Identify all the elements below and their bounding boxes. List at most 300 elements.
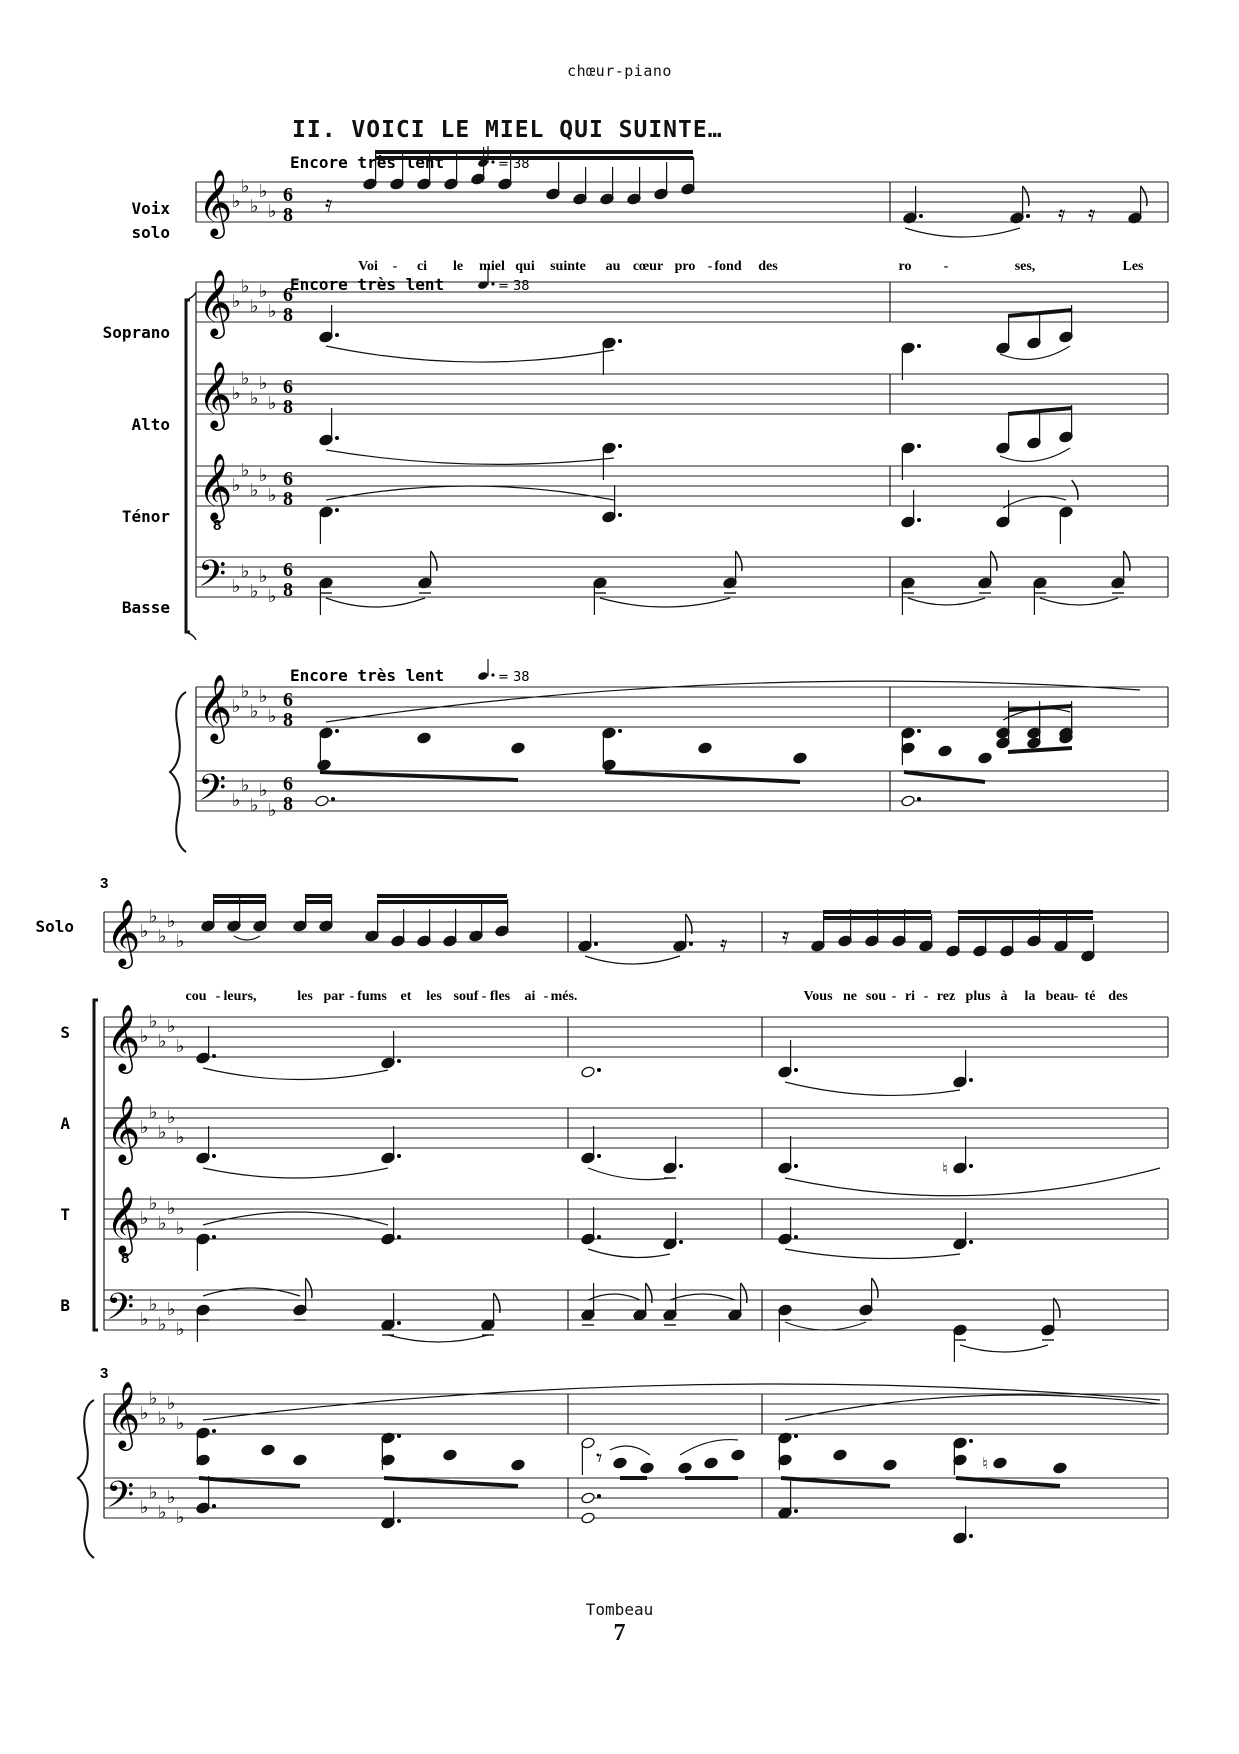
note: [319, 894, 334, 932]
notehead: [511, 1459, 526, 1472]
beam: [956, 1478, 1060, 1486]
notehead: [698, 742, 713, 755]
note: [253, 894, 268, 932]
lyric-syllable: fles: [489, 989, 511, 1004]
slur: [326, 450, 614, 464]
lyric-syllable: cœur: [632, 259, 664, 274]
bass-clef-icon: 𝄢: [198, 767, 227, 818]
flat-icon: ♭: [149, 906, 158, 927]
note: [901, 577, 916, 615]
dot: [679, 1164, 683, 1168]
treble-clef-icon: 𝄞: [198, 360, 233, 428]
note: [319, 577, 334, 615]
note: [581, 1512, 596, 1525]
slur: [1000, 346, 1070, 359]
flat-icon: ♭: [232, 576, 241, 597]
note: [573, 167, 588, 205]
note: [663, 1212, 683, 1250]
dot: [969, 1240, 973, 1244]
flat-icon: ♭: [140, 1208, 149, 1229]
slur: [610, 1446, 650, 1455]
instrument-label: S: [60, 1023, 70, 1042]
notehead: [581, 1066, 596, 1079]
notehead: [1053, 1462, 1068, 1475]
page-footer: Tombeau: [585, 1600, 654, 1619]
notehead: [417, 732, 432, 745]
slur: [203, 1068, 388, 1080]
note: [293, 1278, 312, 1320]
natural-icon: ♮: [942, 1159, 948, 1178]
dot: [331, 797, 335, 801]
flat-icon: ♭: [167, 1487, 176, 1508]
note: [581, 1066, 601, 1079]
note: [1053, 1462, 1068, 1475]
note: [1059, 480, 1078, 544]
note: [261, 1444, 276, 1457]
flat-icon: ♭: [176, 1413, 185, 1434]
slur: [588, 1249, 670, 1258]
treble-clef-icon: 𝄞: [198, 673, 233, 741]
dot: [969, 1078, 973, 1082]
note: [293, 894, 308, 932]
tie: [585, 956, 680, 964]
note: [978, 752, 993, 765]
dot: [397, 1059, 401, 1063]
dot: [335, 729, 339, 733]
dot: [212, 1504, 216, 1508]
slur: [326, 346, 614, 362]
dot: [597, 1494, 601, 1498]
time-signature-top: 6: [283, 773, 293, 795]
dot: [397, 1434, 401, 1438]
dot: [335, 508, 339, 512]
time-signature-bottom: 8: [283, 304, 293, 326]
notehead: [581, 1512, 596, 1525]
slur: [785, 1322, 866, 1330]
note: [993, 1457, 1008, 1470]
flat-icon: ♭: [250, 480, 259, 501]
choir-bracket: [186, 300, 190, 632]
note: [227, 894, 242, 932]
dot: [335, 436, 339, 440]
slur: [1000, 448, 1070, 461]
staff: [104, 1108, 1168, 1148]
piece-title: II. VOICI LE MIEL QUI SUINTE…: [292, 117, 723, 143]
staff: [196, 557, 1168, 597]
notehead: [315, 795, 330, 808]
lyric-syllable: -: [1073, 989, 1079, 1004]
treble-clef-icon: 𝄞: [198, 452, 233, 520]
dot: [919, 214, 923, 218]
metronome-value: = 38: [498, 157, 530, 172]
flat-icon: ♭: [250, 196, 259, 217]
note: [953, 1324, 968, 1362]
note: [865, 909, 880, 947]
flag: [686, 914, 692, 934]
flag: [1054, 1298, 1060, 1318]
flat-icon: ♭: [158, 1213, 167, 1234]
lyric-syllable: -: [349, 989, 355, 1004]
flat-icon: ♭: [176, 1507, 185, 1528]
lyric-syllable: miel: [479, 259, 505, 274]
sixteenth-rest-icon: 𝄿: [1088, 200, 1096, 228]
note: [793, 752, 808, 765]
flat-icon: ♭: [259, 686, 268, 707]
slur: [600, 598, 730, 607]
note: [593, 577, 608, 615]
note: [602, 485, 622, 523]
note: [1059, 706, 1074, 744]
note: [938, 745, 953, 758]
lyric-syllable: -: [707, 259, 713, 274]
sixteenth-rest-icon: 𝄿: [325, 190, 333, 218]
page-header: chœur-piano: [567, 62, 672, 80]
dot: [794, 1068, 798, 1072]
lyric-syllable: pro: [674, 259, 696, 274]
flat-icon: ♭: [250, 296, 259, 317]
dot: [618, 339, 622, 343]
notehead: [731, 1449, 746, 1462]
lyric-syllable: ri: [904, 989, 916, 1004]
slur: [960, 1345, 1048, 1352]
dot: [794, 1235, 798, 1239]
beam: [199, 1478, 300, 1486]
note: [953, 1136, 973, 1174]
note: [1033, 577, 1048, 615]
slur: [1040, 598, 1118, 605]
lyric-syllable: Vous: [803, 989, 833, 1004]
note: [602, 442, 622, 480]
lyric-syllable: plus: [965, 989, 991, 1004]
flat-icon: ♭: [140, 1497, 149, 1518]
lyric-syllable: cou: [185, 989, 207, 1004]
note: [833, 1449, 848, 1462]
metronome-dot: [491, 673, 494, 676]
lyric-syllable: leurs,: [223, 989, 257, 1004]
flat-icon: ♭: [268, 800, 277, 821]
instrument-label: A: [60, 1114, 70, 1133]
note: [663, 1136, 683, 1178]
instrument-label: Solo: [35, 917, 74, 936]
flat-icon: ♭: [149, 1388, 158, 1409]
dot: [689, 942, 693, 946]
flat-icon: ♭: [149, 1193, 158, 1214]
instrument-label: B: [60, 1296, 70, 1315]
metronome-dot: [491, 282, 494, 285]
note: [627, 167, 642, 205]
metronome-note-icon: [477, 671, 489, 681]
staff: [104, 1290, 1168, 1330]
flat-icon: ♭: [140, 1026, 149, 1047]
note: [838, 909, 853, 947]
flat-icon: ♭: [241, 368, 250, 389]
notehead: [613, 1457, 628, 1470]
flat-icon: ♭: [259, 281, 268, 302]
time-signature-bottom: 8: [283, 793, 293, 815]
notehead: [704, 1457, 719, 1470]
dot: [618, 729, 622, 733]
dot: [397, 1235, 401, 1239]
note: [365, 904, 380, 942]
piano-staff: [104, 1394, 1168, 1434]
note: [778, 1304, 793, 1342]
flat-icon: ♭: [176, 931, 185, 952]
instrument-label: Soprano: [102, 323, 170, 342]
notehead: [443, 1449, 458, 1462]
note: [581, 1283, 596, 1325]
staff: [104, 1199, 1168, 1239]
dot: [917, 344, 921, 348]
slur: [203, 1288, 300, 1296]
note: [640, 1462, 655, 1475]
lyric-syllable: -: [481, 989, 487, 1004]
note: [613, 1457, 628, 1470]
dot: [335, 333, 339, 337]
note: [581, 1437, 596, 1475]
sixteenth-rest-icon: 𝄿: [720, 930, 728, 958]
dot: [597, 1068, 601, 1072]
lyric-syllable: suinte: [550, 259, 586, 274]
dot: [212, 1054, 216, 1058]
note: [973, 919, 988, 957]
lyric-syllable: té: [1084, 989, 1096, 1004]
note: [778, 1136, 798, 1174]
bass-clef-icon: 𝄢: [106, 1286, 135, 1337]
flat-icon: ♭: [176, 1036, 185, 1057]
flat-icon: ♭: [167, 1016, 176, 1037]
time-signature-top: 6: [283, 468, 293, 490]
notehead: [261, 1444, 276, 1457]
flat-icon: ♭: [241, 561, 250, 582]
note: [417, 909, 432, 947]
notehead: [938, 745, 953, 758]
slur: [785, 1249, 960, 1258]
flat-icon: ♭: [250, 388, 259, 409]
dot: [917, 444, 921, 448]
lyric-syllable: à: [1000, 989, 1008, 1004]
note: [602, 727, 622, 765]
note: [481, 1293, 500, 1335]
flat-icon: ♭: [268, 586, 277, 607]
flat-icon: ♭: [167, 1299, 176, 1320]
time-signature-bottom: 8: [283, 579, 293, 601]
note: [1041, 1298, 1060, 1340]
slur: [588, 1294, 640, 1300]
note: [663, 1283, 678, 1325]
lyric-syllable: -: [392, 259, 398, 274]
note: [1027, 411, 1042, 449]
note: [859, 1278, 878, 1320]
note: [511, 1459, 526, 1472]
flat-icon: ♭: [268, 706, 277, 727]
flat-icon: ♭: [158, 1408, 167, 1429]
dot: [594, 942, 598, 946]
note: [381, 1126, 401, 1164]
note: [681, 157, 696, 195]
notehead: [883, 1459, 898, 1472]
dot: [397, 1154, 401, 1158]
time-signature-bottom: 8: [283, 396, 293, 418]
choir-bracket: [94, 1000, 98, 1330]
metronome-note-icon: [477, 280, 489, 290]
page-number: 7: [613, 1620, 626, 1646]
note: [319, 305, 339, 343]
beam: [1008, 748, 1072, 752]
flat-icon: ♭: [250, 581, 259, 602]
time-signature-top: 6: [283, 184, 293, 206]
flat-icon: ♭: [149, 1011, 158, 1032]
flat-icon: ♭: [167, 1107, 176, 1128]
time-signature-top: 6: [283, 689, 293, 711]
flat-icon: ♭: [149, 1482, 158, 1503]
note: [495, 899, 510, 937]
treble-clef-icon: 𝄞: [106, 1094, 141, 1162]
flat-icon: ♭: [158, 1031, 167, 1052]
flat-icon: ♭: [140, 921, 149, 942]
dot: [917, 729, 921, 733]
time-signature-bottom: 8: [283, 204, 293, 226]
piano-staff: [196, 687, 1168, 727]
dot: [212, 1429, 216, 1433]
slur: [326, 486, 614, 500]
lyric-syllable: beau: [1045, 989, 1075, 1004]
staff: [196, 374, 1168, 414]
notehead: [678, 1462, 693, 1475]
tie: [905, 228, 1020, 237]
notehead: [978, 752, 993, 765]
flat-icon: ♭: [232, 790, 241, 811]
sixteenth-rest-icon: 𝄿: [782, 922, 790, 950]
time-signature-bottom: 8: [283, 488, 293, 510]
flat-icon: ♭: [232, 475, 241, 496]
note: [196, 1233, 216, 1271]
note: [546, 162, 561, 200]
slur: [670, 1294, 735, 1300]
instrument-label: Ténor: [121, 507, 170, 526]
bass-clef-icon: 𝄢: [106, 1474, 135, 1525]
staff: [104, 1017, 1168, 1057]
piano-brace: [78, 1400, 94, 1558]
note: [704, 1457, 719, 1470]
note: [293, 1454, 308, 1467]
note: [317, 759, 332, 772]
flag: [306, 1278, 312, 1298]
dot: [397, 1519, 401, 1523]
note: [953, 1212, 973, 1250]
flat-icon: ♭: [268, 301, 277, 322]
treble-clef-icon: 𝄞: [198, 168, 233, 236]
tempo-marking: Encore très lent: [290, 666, 445, 685]
dot: [212, 1235, 216, 1239]
tempo-marking: Encore très lent: [290, 153, 445, 172]
flat-icon: ♭: [232, 696, 241, 717]
lyric-syllable: la: [1024, 989, 1036, 1004]
lyric-syllable: -: [923, 989, 929, 1004]
instrument-label: Alto: [131, 415, 170, 434]
notehead: [993, 1457, 1008, 1470]
slur: [908, 598, 985, 605]
eighth-rest-icon: 𝄾: [596, 1444, 603, 1472]
dot: [212, 1154, 216, 1158]
dot: [969, 1439, 973, 1443]
lyric-syllable: ro: [898, 259, 912, 274]
time-signature-top: 6: [283, 559, 293, 581]
flag: [1124, 551, 1130, 571]
note: [469, 904, 484, 942]
flat-icon: ♭: [232, 383, 241, 404]
slur: [388, 1335, 488, 1342]
lyric-syllable: ne: [843, 989, 857, 1004]
lyric-syllable: fond: [714, 259, 742, 274]
slur: [785, 1082, 960, 1095]
slur: [680, 1440, 738, 1455]
time-signature-top: 6: [283, 284, 293, 306]
flat-icon: ♭: [241, 276, 250, 297]
note: [578, 914, 598, 952]
dot: [794, 1509, 798, 1513]
note: [996, 416, 1011, 454]
tempo-marking: Encore très lent: [290, 275, 445, 294]
note: [443, 1449, 458, 1462]
slur: [203, 1384, 1160, 1420]
note: [883, 1459, 898, 1472]
flag: [736, 551, 742, 571]
sixteenth-rest-icon: 𝄿: [1058, 200, 1066, 228]
note: [953, 1506, 973, 1544]
notehead: [317, 759, 332, 772]
flat-icon: ♭: [167, 1393, 176, 1414]
lyric-syllable: -: [215, 989, 221, 1004]
dot: [917, 518, 921, 522]
note: [600, 167, 615, 205]
note: [633, 1283, 652, 1321]
flat-icon: ♭: [268, 485, 277, 506]
note: [319, 727, 339, 765]
notehead: [511, 742, 526, 755]
dot: [1026, 214, 1030, 218]
flat-icon: ♭: [250, 701, 259, 722]
note: [511, 742, 526, 755]
dot: [679, 1240, 683, 1244]
slur: [234, 936, 260, 940]
flat-icon: ♭: [158, 1314, 167, 1335]
dot: [597, 1235, 601, 1239]
flag: [431, 551, 437, 571]
lyric-syllable: -: [543, 989, 549, 1004]
note: [196, 1304, 211, 1342]
flat-icon: ♭: [176, 1319, 185, 1340]
metronome-value: = 38: [498, 670, 530, 685]
dot: [969, 1534, 973, 1538]
treble-clef-icon: 𝄞: [106, 1380, 141, 1448]
note: [953, 1050, 973, 1088]
flat-icon: ♭: [158, 1122, 167, 1143]
slur: [326, 598, 425, 607]
note: [673, 914, 693, 952]
dot: [597, 1154, 601, 1158]
flat-icon: ♭: [259, 465, 268, 486]
note: [201, 894, 216, 932]
treble-clef-icon: 𝄞: [106, 1003, 141, 1071]
flat-icon: ♭: [259, 780, 268, 801]
notehead: [293, 1454, 308, 1467]
lyric-syllable: par: [323, 989, 345, 1004]
lyric-syllable: rez: [936, 989, 956, 1004]
note: [319, 506, 339, 544]
flat-icon: ♭: [250, 795, 259, 816]
flat-icon: ♭: [259, 373, 268, 394]
measure-number: 3: [100, 875, 109, 892]
